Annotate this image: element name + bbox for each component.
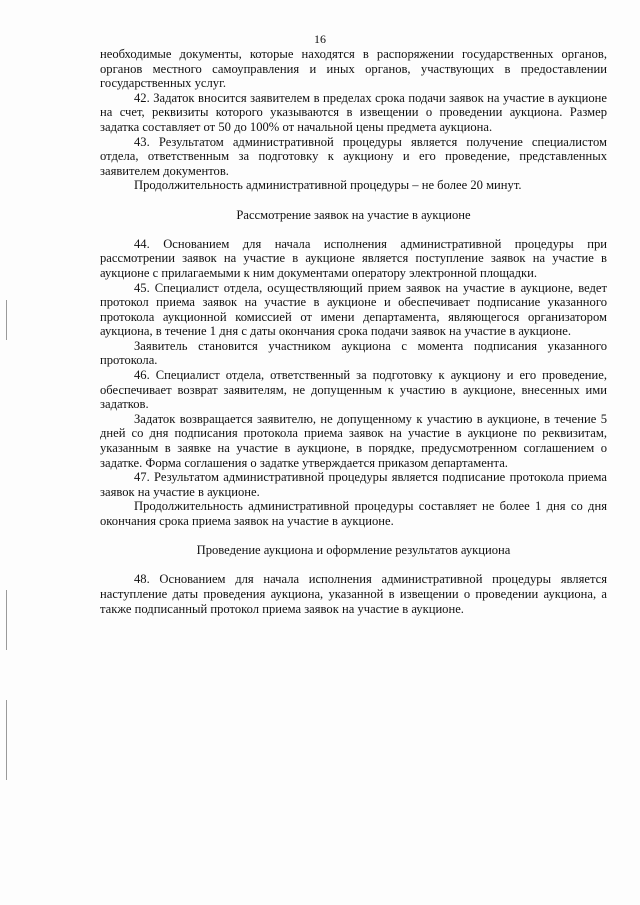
paragraph: 46. Специалист отдела, ответственный за подготовку к аукциону и его проведение, обеспечивает возврат заявителям, не допущенным к участию в аукционе, внесенных ими задатков. — [100, 368, 607, 412]
paragraph: 45. Специалист отдела, осуществляющий прием заявок на участие в аукционе, ведет протокол приема заявок на участие в аукционе и обеспечивает подписание указанного протокола аукционной комиссией от имени департамента, являющегося организатором аукциона, в течение 1 дня с даты окончания срока подачи заявок на участие в аукционе. — [100, 280, 607, 339]
paragraph: Заявитель становится участником аукциона с момента подписания указанного протокола. — [100, 338, 607, 368]
section-heading: Рассмотрение заявок на участие в аукционе — [236, 207, 471, 222]
section-spacer — [100, 529, 607, 544]
paragraph: необходимые документы, которые находятся в распоряжении государственных органов, органов местного самоуправления и иных органов, участвующих в предоставлении государственных услуг. — [100, 47, 607, 91]
scan-edge-mark — [6, 300, 7, 340]
paragraph: Продолжительность административной процедуры составляет не более 1 дня со дня окончания срока приема заявок на участие в аукционе. — [100, 499, 607, 528]
paragraph: Задаток возвращается заявителю, не допущенному к участию в аукционе, в течение 5 дней со дня подписания протокола приема заявок на участие в аукционе по реквизитам, указанным в заявке на участие в аукционе, в порядке, предусмотренном соглашением о задатке. Форма соглашения о задатке утверждается приказом департамента. — [100, 411, 607, 470]
scan-edge-mark — [6, 700, 7, 780]
section-heading: Проведение аукциона и оформление результатов аукциона — [196, 543, 511, 558]
scan-edge-mark — [6, 590, 7, 650]
document-body — [100, 47, 607, 616]
page-number: 16 — [314, 32, 326, 46]
paragraph: 47. Результатом административной процедуры является подписание протокола приема заявок на участие в аукционе. — [100, 470, 607, 499]
section-spacer — [100, 193, 607, 208]
paragraph: 44. Основанием для начала исполнения административной процедуры при рассмотрении заявок на участие в аукционе является поступление заявок на участие в аукционе с прилагаемыми к ним документами оператору электронной площадки. — [100, 236, 607, 280]
paragraph: 42. Задаток вносится заявителем в пределах срока подачи заявок на участие в аукционе на счет, реквизиты которого указываются в извещении о проведении аукциона. Размер задатка составляет от 50 до 100% от начальной цены предмета аукциона. — [100, 90, 607, 134]
section-spacer — [100, 558, 607, 573]
paragraph: Продолжительность административной процедуры – не более 20 минут. — [134, 178, 522, 193]
paragraph: 43. Результатом административной процедуры является получение специалистом отдела, ответственным за подготовку к аукциону и его проведение, представленных заявителем документов. — [100, 134, 607, 178]
section-spacer — [100, 222, 607, 237]
paragraph: 48. Основанием для начала исполнения административной процедуры является наступление даты проведения аукциона, указанной в извещении о проведении аукциона, а также подписанный протокол приема заявок на участие в аукционе. — [100, 572, 607, 616]
